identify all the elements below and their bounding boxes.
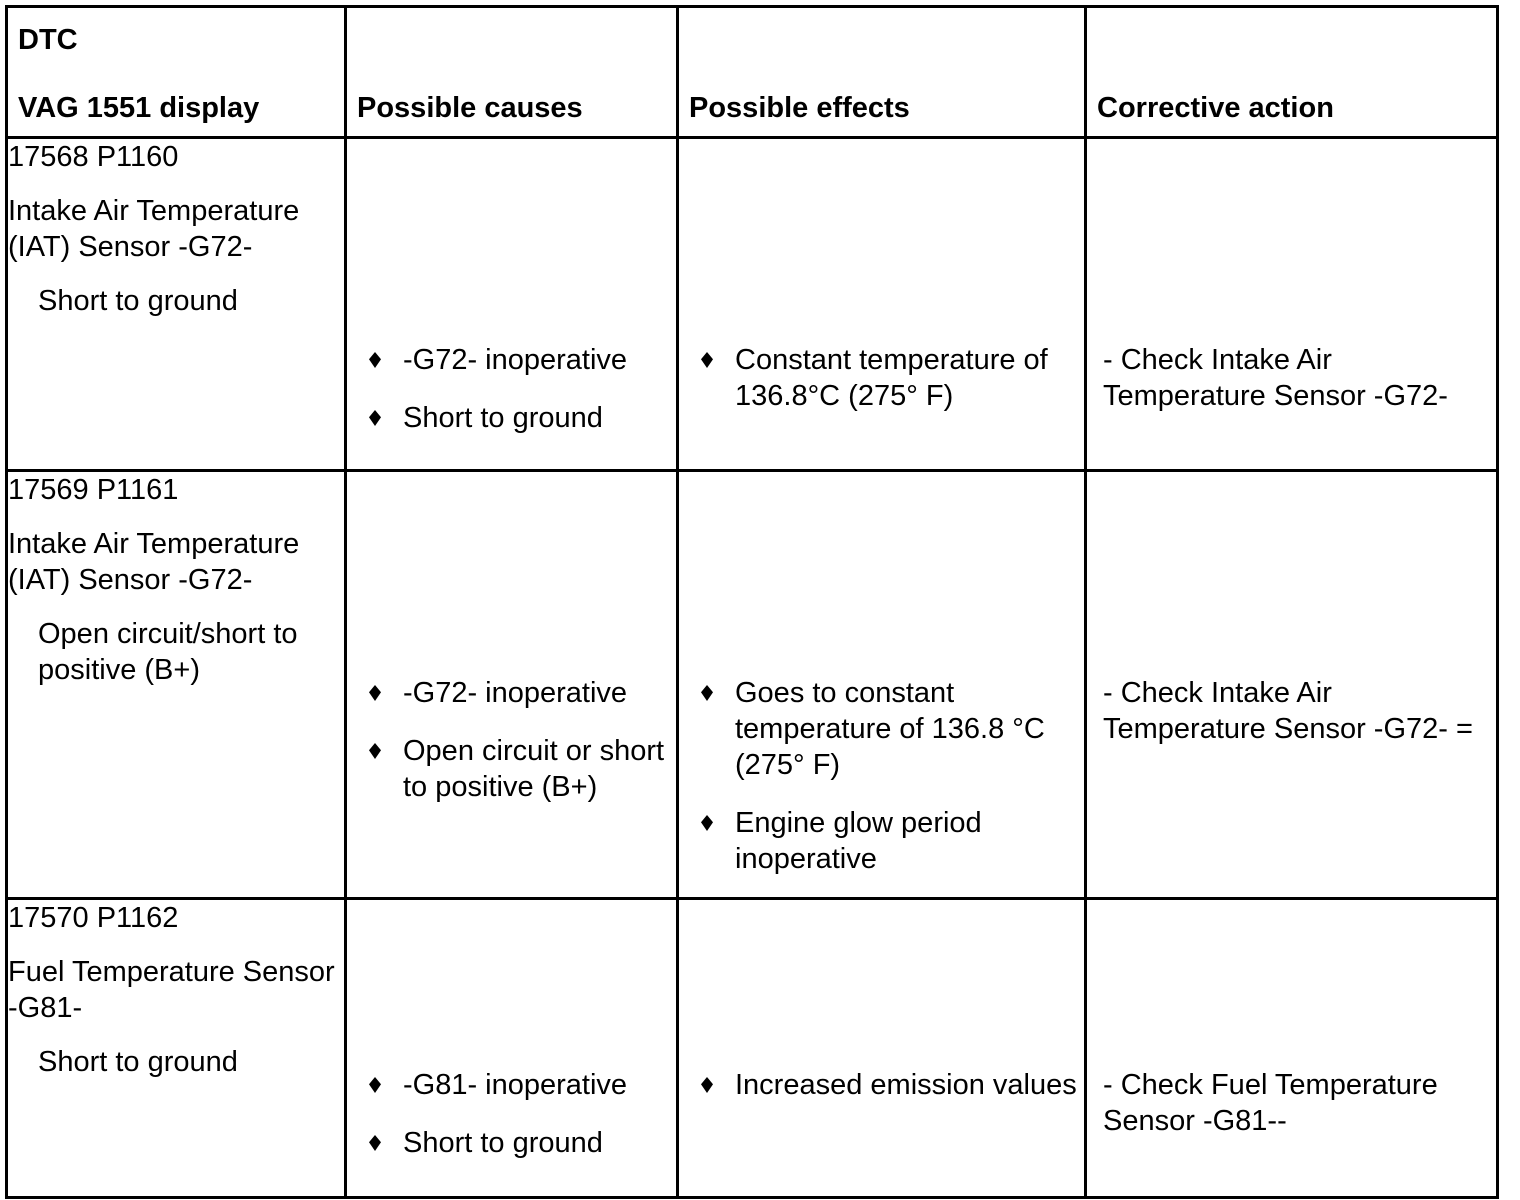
dtc-code: 17569 P1161: [8, 474, 179, 506]
dtc-condition: Open circuit/short to positive (B+): [38, 618, 298, 686]
dtc-description: Intake Air Temperature (IAT) Sensor -G72-: [8, 528, 300, 596]
dtc-description: Intake Air Temperature (IAT) Sensor -G72-: [8, 195, 300, 263]
header-vag-display-label: VAG 1551 display: [18, 92, 260, 124]
action-cell: [1086, 899, 1498, 1198]
cause-text: -G72- inoperative: [403, 344, 628, 376]
header-effects-label: Possible effects: [689, 92, 910, 124]
list-item: [367, 1125, 670, 1161]
dtc-code: 17568 P1160: [8, 141, 179, 173]
table-row: [7, 138, 1498, 471]
list-item: [699, 805, 1078, 877]
list-item: [367, 1067, 670, 1103]
corrective-action-text: - Check Intake Air Temperature Sensor -G72- =: [1103, 677, 1473, 745]
list-item: [699, 1067, 1078, 1103]
header-possible-effects: [678, 7, 1086, 138]
corrective-action-text: - Check Fuel Temperature Sensor -G81--: [1103, 1069, 1438, 1137]
diamond-bullet-icon: [701, 815, 713, 831]
causes-list: [367, 675, 670, 827]
cause-text: -G72- inoperative: [403, 677, 628, 709]
effects-cell: [678, 138, 1086, 471]
dtc-description: Fuel Temperature Sensor -G81-: [8, 956, 335, 1024]
list-item: [367, 400, 670, 436]
header-action-label: Corrective action: [1097, 92, 1334, 124]
effects-list: [699, 675, 1078, 899]
header-dtc: [7, 7, 346, 138]
cause-text: Short to ground: [403, 402, 603, 434]
dtc-cell: [7, 138, 346, 471]
list-item: [367, 675, 670, 711]
effect-text: Engine glow period inoperative: [735, 807, 982, 875]
table-row: [7, 899, 1498, 1198]
table-header-row: [7, 7, 1498, 138]
effects-cell: [678, 899, 1086, 1198]
action-cell: [1086, 471, 1498, 899]
cause-text: Short to ground: [403, 1127, 603, 1159]
diamond-bullet-icon: [369, 352, 381, 368]
diamond-bullet-icon: [369, 410, 381, 426]
diamond-bullet-icon: [369, 1077, 381, 1093]
dtc-condition: Short to ground: [38, 1046, 238, 1078]
cause-text: Open circuit or short to positive (B+): [403, 735, 665, 803]
diamond-bullet-icon: [369, 1135, 381, 1151]
diamond-bullet-icon: [701, 352, 713, 368]
list-item: [367, 342, 670, 378]
causes-cell: [346, 471, 678, 899]
causes-list: [367, 1067, 670, 1183]
effect-text: Constant temperature of 136.8°C (275° F): [735, 344, 1048, 412]
dtc-cell: [7, 899, 346, 1198]
diamond-bullet-icon: [701, 685, 713, 701]
effect-text: Increased emission values: [735, 1069, 1077, 1101]
header-corrective-action: [1086, 7, 1498, 138]
table-row: [7, 471, 1498, 899]
effects-cell: [678, 471, 1086, 899]
header-possible-causes: [346, 7, 678, 138]
cause-text: -G81- inoperative: [403, 1069, 628, 1101]
dtc-code: 17570 P1162: [8, 902, 179, 934]
list-item: [699, 342, 1078, 414]
list-item: [367, 733, 670, 805]
dtc-cell: [7, 471, 346, 899]
causes-cell: [346, 899, 678, 1198]
action-cell: [1086, 138, 1498, 471]
causes-list: [367, 342, 670, 458]
diamond-bullet-icon: [369, 685, 381, 701]
dtc-condition: Short to ground: [38, 285, 238, 317]
diamond-bullet-icon: [369, 743, 381, 759]
effect-text: Goes to constant temperature of 136.8 °C (275° F): [735, 677, 1045, 781]
header-causes-label: Possible causes: [357, 92, 583, 124]
list-item: [699, 675, 1078, 783]
diamond-bullet-icon: [701, 1077, 713, 1093]
dtc-table: [5, 5, 1499, 1199]
effects-list: [699, 342, 1078, 436]
effects-list: [699, 1067, 1078, 1125]
corrective-action-text: - Check Intake Air Temperature Sensor -G72-: [1103, 344, 1448, 412]
causes-cell: [346, 138, 678, 471]
header-dtc-label: DTC: [18, 24, 78, 56]
